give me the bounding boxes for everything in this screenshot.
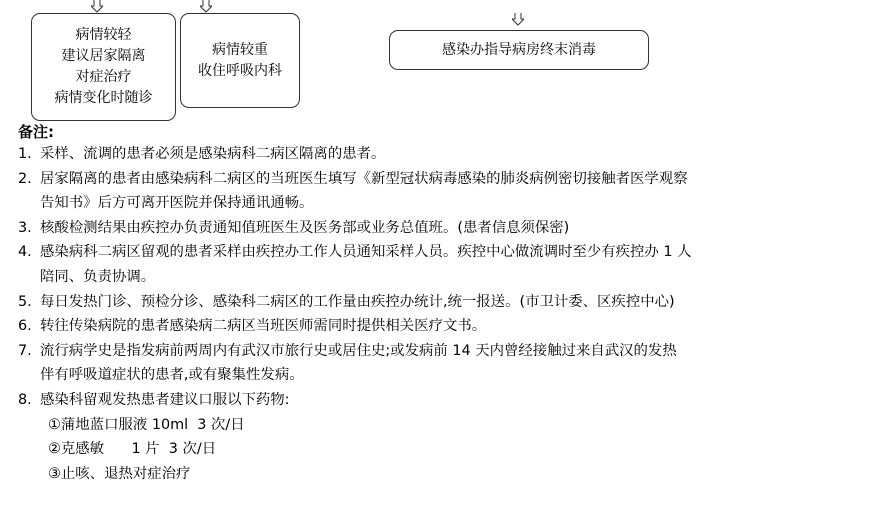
note-line: 转往传染病院的患者感染病二病区当班医师需同时提供相关医疗文书。 <box>40 318 487 335</box>
medication-item: ③止咳、退热对症治疗 <box>48 465 191 482</box>
note-number: 7. <box>18 342 32 359</box>
box-line: 对症治疗 <box>75 69 132 85</box>
note-line: 居家隔离的患者由感染病科二病区的当班医生填写《新型冠状病毒感染的肺炎病例密切接触者医学观察 <box>40 170 688 187</box>
note-item <box>18 142 878 167</box>
note-line: 感染科留观发热患者建议口服以下药物: <box>40 391 290 408</box>
note-number: 1. <box>18 146 32 162</box>
box-line: 建议居家隔离 <box>61 48 146 64</box>
note-number: 3. <box>18 219 32 236</box>
mild-case-box <box>31 13 176 121</box>
note-item <box>18 240 878 289</box>
note-item <box>18 167 878 216</box>
note-line: 采样、流调的患者必须是感染病科二病区隔离的患者。 <box>40 146 386 162</box>
box-line: 病情较轻 <box>75 27 132 43</box>
down-arrow-icon <box>512 13 524 26</box>
note-line: 感染病科二病区留观的患者采样由疾控办工作人员通知采样人员。疾控中心做流调时至少有疾控办 1 人 <box>40 244 692 261</box>
box-line: 收住呼吸内科 <box>198 62 282 79</box>
box-line: 病情较重 <box>212 41 268 58</box>
medication-item: ①蒲地蓝口服液 10ml 3 次/日 <box>48 416 245 433</box>
note-line: 伴有呼吸道症状的患者,或有聚集性发病。 <box>40 367 304 384</box>
note-line: 每日发热门诊、预检分诊、感染科二病区的工作量由疾控办统计,统一报送。(市卫计委、区疾控中心) <box>40 293 675 310</box>
box-line: 感染办指导病房终末消毒 <box>442 41 596 58</box>
note-item <box>18 388 878 413</box>
note-number: 8. <box>18 391 32 408</box>
note-line: 陪同、负责协调。 <box>40 268 156 285</box>
note-item <box>18 216 878 241</box>
note-number: 6. <box>18 318 32 335</box>
terminal-disinfection-box <box>389 30 649 70</box>
note-number: 4. <box>18 244 32 261</box>
box-line: 病情变化时随诊 <box>54 90 153 106</box>
notes-title: 备注: <box>18 123 54 141</box>
note-item <box>18 290 878 315</box>
note-line: 核酸检测结果由疾控办负责通知值班医生及医务部或业务总值班。(患者信息须保密) <box>40 219 570 236</box>
down-arrow-icon <box>200 0 212 13</box>
note-item <box>18 339 878 388</box>
down-arrow-icon <box>91 0 103 13</box>
note-line: 告知书》后方可离开医院并保持通讯通畅。 <box>40 195 314 212</box>
note-number: 2. <box>18 170 32 187</box>
note-item <box>18 314 878 339</box>
note-number: 5. <box>18 293 32 310</box>
severe-case-box <box>180 13 300 108</box>
note-line: 流行病学史是指发病前两周内有武汉市旅行史或居住史;或发病前 14 天内曾经接触过来自武汉的发热 <box>40 342 677 359</box>
medication-item: ②克感敏 1 片 3 次/日 <box>48 441 217 458</box>
notes-section <box>18 122 878 486</box>
